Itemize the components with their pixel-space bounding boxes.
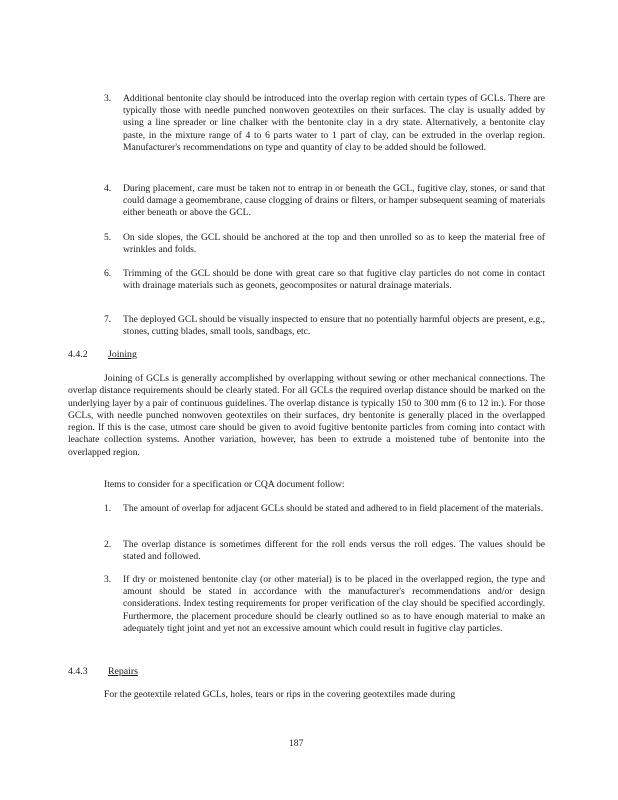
list-item bbox=[104, 183, 545, 220]
list-item-number: 4. bbox=[104, 183, 112, 194]
section-title: Joining bbox=[108, 349, 137, 360]
list-item-number: 5. bbox=[104, 232, 112, 243]
list-item-number: 1. bbox=[104, 503, 112, 514]
list-item-number: 7. bbox=[104, 314, 112, 325]
list-item bbox=[104, 232, 545, 256]
list-item-number: 3. bbox=[104, 574, 112, 585]
list-item bbox=[104, 503, 545, 515]
list-item bbox=[104, 539, 545, 563]
section-title: Repairs bbox=[108, 666, 138, 677]
body-paragraph: Joining of GCLs is generally accomplished by overlapping without sewing or other mechanical connections. The overlap distance requirements should be clearly stated. For all GCLs the required overlap distance should be marked on the underlying layer by a pair of continuous guidelines. The overlap distance is typically 150 to 300 mm (6 to 12 in.). For those GCLs, with needle punched nonwoven geotextiles on their surfaces, dry bentonite is generally placed in the overlapped region. If this is the case, utmost care should be given to avoid fugitive bentonite particles from coming into contact with leachate collection systems. Another variation, however, has been to extrude a moistened tube of bentonite into the overlapped region. bbox=[68, 373, 545, 458]
page-number: 187 bbox=[289, 738, 304, 749]
list-item bbox=[104, 93, 545, 154]
list-item-text: On side slopes, the GCL should be anchored at the top and then unrolled so as to keep the material free of wrinkles and folds. bbox=[123, 232, 545, 256]
list-item bbox=[104, 314, 545, 338]
list-item-text: The overlap distance is sometimes different for the roll ends versus the roll edges. The values should be stated and followed. bbox=[123, 539, 545, 563]
list-item-text: If dry or moistened bentonite clay (or other material) is to be placed in the overlapped region, the type and amount should be stated in accordance with the manufacturer's recommendations and/or design considerations. Index testing requirements for proper verification of the clay should be specified accordingly. Furthermore, the placement procedure should be clearly outlined so as to have enough material to make an adequately tight joint and yet not an excessive amount which could result in fugitive clay particles. bbox=[123, 574, 545, 634]
section-heading-repairs bbox=[68, 666, 138, 678]
section-heading-joining bbox=[68, 349, 137, 361]
list-item bbox=[104, 268, 545, 292]
list-item-number: 2. bbox=[104, 539, 112, 550]
list-item-text: During placement, care must be taken not to entrap in or beneath the GCL, fugitive clay, stones, or sand that could damage a geomembrane, cause clogging of drains or filters, or hamper subsequent seaming of materials either beneath or above the GCL. bbox=[123, 183, 545, 219]
list-item-text: The amount of overlap for adjacent GCLs should be stated and adhered to in field placement of the materials. bbox=[123, 503, 544, 514]
list-item-text: Trimming of the GCL should be done with great care so that fugitive clay particles do not come in contact with drainage materials such as geonets, geocomposites or natural drainage materials. bbox=[123, 268, 545, 292]
section-number: 4.4.3 bbox=[68, 666, 88, 677]
list-item-text: The deployed GCL should be visually inspected to ensure that no potentially harmful objects are present, e.g., stones, cutting blades, small tools, sandbags, etc. bbox=[123, 314, 545, 338]
list-item-number: 3. bbox=[104, 93, 112, 104]
section-number: 4.4.2 bbox=[68, 349, 88, 360]
list-item-number: 6. bbox=[104, 268, 112, 279]
list-item bbox=[104, 574, 545, 635]
list-item-text: Additional bentonite clay should be introduced into the overlap region with certain types of GCLs. There are typically those with needle punched nonwoven geotextiles on their surfaces. The clay is usually added by using a line spreader or line chalker with the bentonite clay in a dry state. Alternatively, a bentonite clay paste, in the mixture range of 4 to 6 parts water to 1 part of clay, can be extruded in the overlap region. Manufacturer's recommendations on type and quantity of clay to be added should be followed. bbox=[123, 93, 545, 153]
body-paragraph: For the geotextile related GCLs, holes, tears or rips in the covering geotextiles made during bbox=[104, 689, 456, 700]
items-intro: Items to consider for a specification or CQA document follow: bbox=[104, 479, 345, 490]
